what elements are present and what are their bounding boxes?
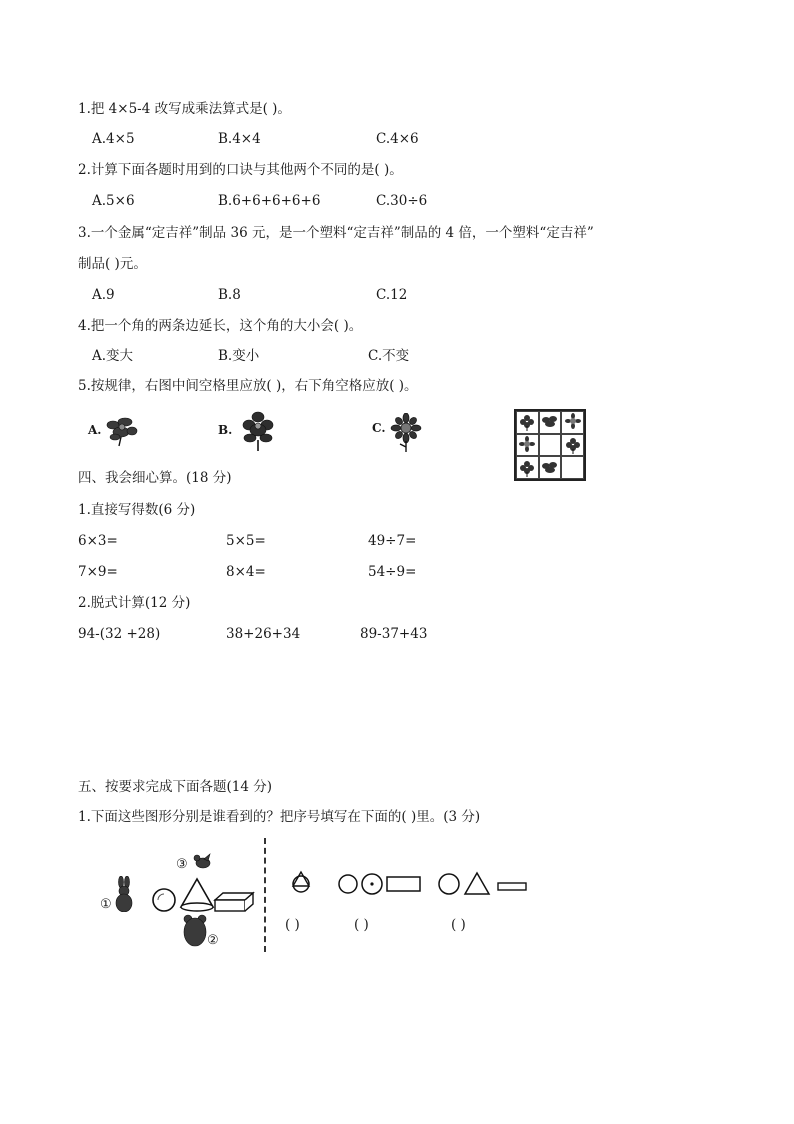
pattern-grid <box>514 409 586 481</box>
flower-icon <box>540 414 560 430</box>
calc-item: 5×5= <box>226 533 266 549</box>
section5-q1-stem: 1.下面这些图形分别是谁看到的？把序号填写在下面的( )里。(3 分) <box>78 809 481 825</box>
flower-icon <box>518 459 536 477</box>
q4-option-b: B.变小 <box>218 348 260 364</box>
flower-icon-b <box>238 410 278 452</box>
q1-option-b: B.4×4 <box>218 131 261 147</box>
q4-option-c: C.不变 <box>368 348 410 364</box>
q5-option-b-label: B. <box>218 423 233 437</box>
flower-icon-c <box>388 413 424 453</box>
answer-blank-1[interactable]: ( ) <box>285 917 300 933</box>
q3-option-c: C.12 <box>376 287 408 303</box>
calc-item: 49÷7= <box>368 533 417 549</box>
q2-option-c: C.30÷6 <box>376 193 428 209</box>
view-circle-triangle-bar-icon <box>436 870 528 896</box>
observer-label-1: ① <box>100 897 112 912</box>
q4-option-a: A.变大 <box>92 348 134 364</box>
ball-icon <box>150 886 178 914</box>
q2-option-a: A.5×6 <box>92 193 135 209</box>
calc-item: 7×9= <box>78 564 118 580</box>
calc-item: 6×3= <box>78 533 118 549</box>
grid-cell-blank-corner <box>561 456 584 479</box>
q5-stem: 5.按规律，右图中间空格里应放( )，右下角空格应放( )。 <box>78 378 418 394</box>
grid-cell <box>561 411 584 434</box>
calc-item: 8×4= <box>226 564 266 580</box>
q3-stem-line2: 制品( )元。 <box>78 256 147 272</box>
grid-cell <box>516 411 539 434</box>
rabbit-icon <box>113 876 135 912</box>
section4-part2-title: 2.脱式计算(12 分) <box>78 595 191 611</box>
bear-icon <box>182 914 208 948</box>
grid-cell-blank-middle <box>539 434 562 457</box>
cuboid-icon <box>212 890 256 914</box>
q3-option-b: B.8 <box>218 287 241 303</box>
flower-icon <box>564 436 582 454</box>
grid-cell <box>516 434 539 457</box>
q4-stem: 4.把一个角的两条边延长，这个角的大小会( )。 <box>78 318 363 334</box>
calc-item: 54÷9= <box>368 564 417 580</box>
stepwise-item: 38+26+34 <box>226 626 301 642</box>
bird-icon <box>192 852 212 870</box>
q3-stem-line1: 3.一个金属“定吉祥”制品 36 元，是一个塑料“定吉祥”制品的 4 倍，一个塑料“定吉祥” <box>78 225 594 241</box>
flower-icon-a <box>103 413 141 447</box>
flower-icon <box>518 413 536 431</box>
observer-label-3: ③ <box>176 857 188 872</box>
section4-part1-title: 1.直接写得数(6 分) <box>78 502 196 518</box>
flower-icon <box>564 413 582 431</box>
q1-option-a: A.4×5 <box>92 131 135 147</box>
section4-title: 四、我会细心算。(18 分) <box>78 470 232 486</box>
answer-blank-2[interactable]: ( ) <box>354 917 369 933</box>
grid-cell <box>561 434 584 457</box>
section5-title: 五、按要求完成下面各题(14 分) <box>78 779 273 795</box>
q5-option-a-label: A. <box>88 423 102 437</box>
divider-dashed <box>264 838 266 952</box>
q5-option-c-label: C. <box>372 421 386 435</box>
stepwise-item: 94-(32 +28) <box>78 626 161 642</box>
answer-blank-3[interactable]: ( ) <box>451 917 466 933</box>
q3-option-a: A.9 <box>92 287 115 303</box>
grid-cell <box>539 456 562 479</box>
grid-cell <box>539 411 562 434</box>
q2-option-b: B.6+6+6+6+6 <box>218 193 321 209</box>
q2-stem: 2.计算下面各题时用到的口诀与其他两个不同的是( )。 <box>78 162 403 178</box>
flower-icon <box>518 436 536 454</box>
q1-option-c: C.4×6 <box>376 131 419 147</box>
flower-icon <box>540 460 560 476</box>
view-circles-rectangle-icon <box>336 872 422 896</box>
q1-stem: 1.把 4×5-4 改写成乘法算式是( )。 <box>78 101 291 117</box>
observer-label-2: ② <box>207 933 219 948</box>
view-triangle-circle-icon <box>288 868 314 894</box>
grid-cell <box>516 456 539 479</box>
stepwise-item: 89-37+43 <box>360 626 428 642</box>
